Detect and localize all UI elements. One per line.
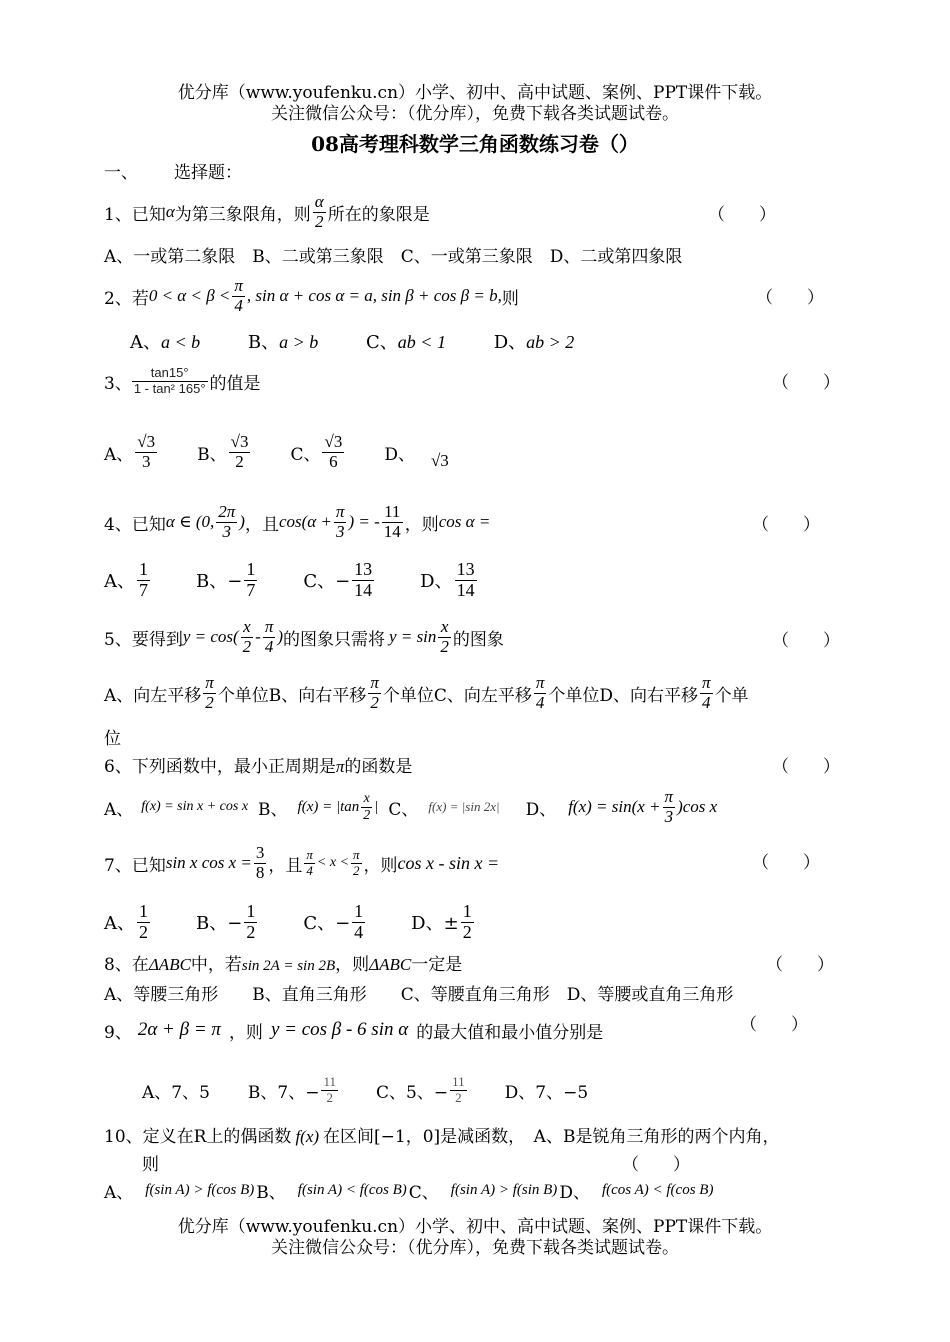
options-4: A、 $\frac{1}{7}$ B、− $\frac{1}{7}$ C、− $\frac{13}{14}$ D、 $\frac{13}{14}$ [104, 558, 475, 600]
question-4: 4、已知 α ∈ (0, $\frac{2\pi}{3}$ ) ，且 cos(α + $\frac{\pi}{3}$ ) = - $\frac{11}{14}$ ，则 cos α = [104, 501, 491, 541]
page-title: 08高考理科数学三角函数练习卷（） [311, 132, 639, 156]
answer-bracket-4: （ ） [752, 515, 820, 534]
options-7: A、 $\frac{1}{2}$ B、− $\frac{1}{2}$ C、− $\frac{1}{4}$ D、± $\frac{1}{2}$ [104, 900, 472, 942]
options-1: A、一或第二象限 B、二或第三象限 C、一或第三象限 D、二或第四象限 [104, 247, 683, 267]
answer-bracket-8: （ ） [766, 955, 834, 974]
footer-line-2: 关注微信公众号：（优分库），免费下载各类试题试卷。 [271, 1238, 679, 1258]
answer-bracket-2: （ ） [756, 288, 824, 307]
options-5-wrap: 位 [104, 729, 121, 749]
answer-bracket-6: （ ） [772, 757, 840, 776]
answer-bracket-9: （ ） [740, 1015, 808, 1034]
header-line-2: 关注微信公众号：（优分库），免费下载各类试题试卷。 [271, 104, 679, 124]
section-heading: 一、 选择题： [104, 163, 242, 183]
answer-bracket-3: （ ） [772, 373, 840, 392]
question-10-wrap: 则 [142, 1155, 159, 1175]
question-9: 9、 2α + β = π ，则 y = cos β - 6 sin α 的最大值和最小值分别是 [104, 1019, 604, 1043]
question-2: 2、若 0 < α < β < $\frac{\pi}{4}$ , sin α + cos α = a, sin β + cos β = b, 则 [104, 275, 519, 315]
question-10: 10、定义在R上的偶函数 f(x) 在区间[−1，0]是减函数， A、B是锐角三角形的两个内角， [104, 1127, 780, 1147]
fraction: $\frac{\alpha}{2}$ [314, 191, 324, 231]
answer-bracket-1: （ ） [708, 205, 776, 224]
header-line-1: 优分库（www.youfenku.cn）小学、初中、高中试题、案例、PPT课件下载。 [177, 83, 773, 103]
options-10: A、 f(sin A) > f(cos B) B、 f(sin A) < f(cos B) C、 f(sin A) > f(sin B) D、 f(cos A) < f(cos B) [104, 1182, 714, 1203]
question-7: 7、已知 sin x cos x = $\frac{3}{8}$ ，且 $\frac{\pi}{4}$ < x < $\frac{\pi}{2}$ ，则 cos x - sin x = [104, 842, 500, 882]
answer-bracket-7: （ ） [752, 853, 820, 872]
answer-bracket-5: （ ） [772, 631, 840, 650]
options-3: A、 $\frac{√3}{3}$ B、 $\frac{√3}{2}$ C、 $\frac{√3}{6}$ D、 √3 [104, 431, 449, 471]
options-2: A、a < b B、a > b C、ab < 1 D、ab > 2 [130, 332, 575, 353]
options-8: A、等腰三角形 B、直角三角形 C、等腰直角三角形 D、等腰或直角三角形 [104, 985, 734, 1005]
options-5: A、向左平移 $\frac{\pi}{2}$ 个单位B、向右平移 $\frac{\pi}{2}$ 个单位C、向左平移 $\frac{\pi}{4}$ 个单位D、向右平移 $\frac{\pi}{4}$ 个单 [104, 672, 749, 712]
question-8: 8、在ΔABC中，若sin 2A = sin 2B，则ΔABC一定是 [104, 955, 463, 975]
answer-bracket-10: （ ） [622, 1155, 690, 1174]
question-6: 6、下列函数中，最小正周期是π的函数是 [104, 757, 413, 777]
options-6: A、 f(x) = sin x + cos x B、 f(x) = |tan $\frac{x}{2}$ | C、 f(x) = |sin 2x| D、 f(x) = sin(x + $\frac{\pi}{3}$ )cos x [104, 786, 718, 826]
question-3: 3、 $\frac{\tan 15^\circ}{\text{1 - tan² 165°}}$ 的值是 [104, 365, 261, 396]
question-1: 1、已知 α 为第三象限角，则 $\frac{\alpha}{2}$ 所在的象限是 [104, 191, 430, 231]
footer-line-1: 优分库（www.youfenku.cn）小学、初中、高中试题、案例、PPT课件下载。 [177, 1217, 773, 1237]
options-9: A、7、5 B、7、− $\frac{11}{2}$ C、5、− $\frac{11}{2}$ D、7、−5 [142, 1074, 589, 1105]
question-5: 5、要得到 y = cos( $\frac{x}{2}$ - $\frac{\pi}{4}$ ) 的图象只需将 y = sin $\frac{x}{2}$ 的图象 [104, 616, 504, 656]
